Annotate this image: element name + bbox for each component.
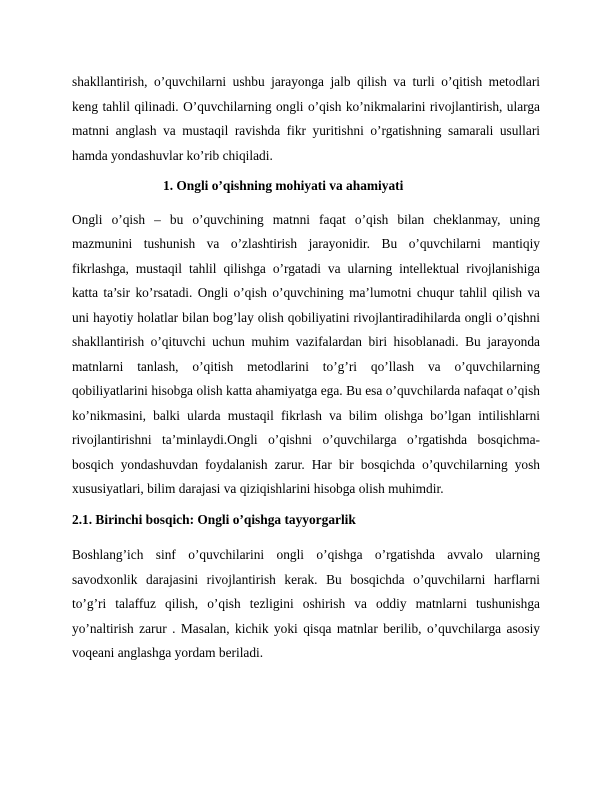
section-1-paragraph: Ongli o’qish – bu o’quvchining matnni faqat o’qish bilan cheklanmay, uning mazmunini tushunish va o’zlashtirish jarayonidir. Bu o’quvchilarni mantiqiy fikrlashga, mustaqil tahlil qilishga o’rgatadi va ularning intellektual rivojlanishiga katta ta’sir ko’rsatadi. Ongli o’qish o’quvchining ma’lumotni chuqur tahlil qilish va uni hayotiy holatlar bilan bog’lay olish qobiliyatini rivojlantiradihilarda ongli o’qishni shakllantirish o’qituvchi uchun muhim vazifalardan biri hisoblanadi. Bu jarayonda matnlarni tanlash, o’qitish metodlarini to’g’ri qo’llash va o’quvchilarning qobiliyatlarini hisobga olish katta ahamiyatga ega. Bu esa o’quvchilarda nafaqat o’qish ko’nikmasini, balki ularda mustaqil fikrlash va bilim olishga bo’lgan intilishlarni rivojlantirishni ta’minlaydi.Ongli o’qishni o’quvchilarga o’rgatishda bosqichma-bosqich yondashuvdan foydalanish zarur. Har bir bosqichda o’quvchilarning yosh xususiyatlari, bilim darajasi va qiziqishlarini hisobga olish muhimdir. <box>72 211 540 496</box>
section-2-1-heading: 2.1. Birinchi bosqich: Ongli o’qishga tayyorgarlik <box>72 511 356 527</box>
section-1-heading: 1. Ongli o’qishning mohiyati va ahamiyati <box>163 178 404 193</box>
section-2-1-paragraph: Boshlang’ich sinf o’quvchilarini ongli o’qishga o’rgatishda avvalo ularning savodxonlik darajasini rivojlantirish kerak. Bu bosqichda o’quvchilarni harflarni to’g’ri talaffuz qilish, o’qish tezligini oshirish va oddiy matnlarni tushunishga yo’naltirish zarur . Masalan, kichik yoki qisqa matnlar berilib, o’quvchilarga asosiy voqeani anglashga yordam beriladi. <box>72 547 540 660</box>
document-page <box>72 70 540 666</box>
intro-paragraph: shakllantirish, o’quvchilarni ushbu jarayonga jalb qilish va turli o’qitish metodlari keng tahlil qilinadi. O’quvchilarning ongli o’qish ko’nikmalarini rivojlantirish, ularga matnni anglash va mustaqil ravishda fikr yuritishni o’rgatishning samarali usullari hamda yondashuvlar ko’rib chiqiladi. <box>72 74 540 163</box>
